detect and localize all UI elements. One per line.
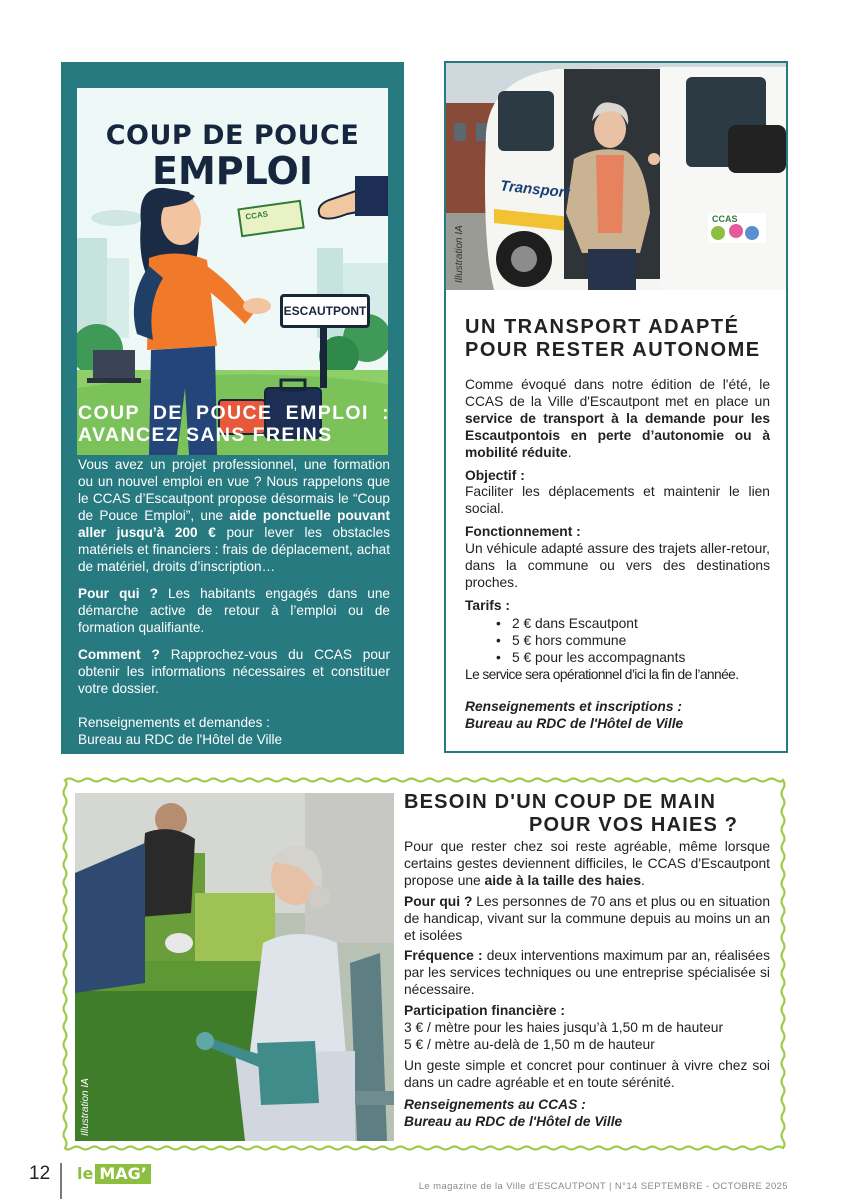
transport-objectif-text: Faciliter les déplacements et maintenir le lien social. bbox=[465, 484, 770, 517]
emploi-body bbox=[78, 456, 390, 758]
haies-intro-highlight: aide à la taille des haies bbox=[484, 872, 641, 888]
haies-tarif-line1: 3 € / mètre pour les haies jusqu’à 1,50 m de hauteur bbox=[404, 1020, 724, 1036]
logo-mag: MAG’ bbox=[95, 1164, 151, 1184]
haies-pour-qui-label: Pour qui ? bbox=[404, 893, 473, 909]
haies-garden-image bbox=[75, 793, 394, 1141]
haies-pour-qui-text: Les personnes de 70 ans et plus ou en situation de handicap, vivant sur la commune depuis au moins un an et isolées bbox=[404, 893, 770, 943]
haies-contact bbox=[404, 1097, 770, 1131]
haies-frequence bbox=[404, 948, 770, 999]
transport-closing: Le service sera opérationnel d’ici la fin de l’année. bbox=[465, 666, 739, 682]
transport-tarifs-list bbox=[465, 616, 770, 667]
page-number: 12 bbox=[29, 1163, 51, 1184]
logo-le: le bbox=[77, 1164, 94, 1183]
transport-objectif-label bbox=[465, 468, 770, 485]
poster-title-line1: COUP DE POUCE bbox=[105, 120, 360, 151]
haies-frequence-label: Fréquence : bbox=[404, 948, 483, 964]
van-ccas-logo: CCAS bbox=[712, 214, 738, 224]
emploi-intro-text: Vous avez un projet professionnel, une formation ou un nouvel emploi en vue ? Nous rappelons que le CCAS d’Escautpont propose désormais le “Coup de Pouce Emploi”, une bbox=[78, 457, 390, 523]
emploi-heading-line1: COUP DE POUCE EMPLOI : bbox=[78, 402, 390, 424]
poster-title-line2: EMPLOI bbox=[152, 149, 313, 193]
transport-photo bbox=[446, 63, 786, 290]
transport-van-image bbox=[446, 63, 786, 290]
transport-tarifs-label bbox=[465, 598, 770, 615]
tarifs-label: Tarifs : bbox=[465, 597, 510, 613]
emploi-pour-qui bbox=[78, 585, 390, 636]
emploi-pour-qui-text: Les habitants engagés dans une démarche active de retour à l’emploi ou de formation qualifiante. bbox=[78, 586, 390, 635]
emploi-intro bbox=[78, 456, 390, 575]
objectif-label: Objectif : bbox=[465, 467, 525, 483]
haies-intro bbox=[404, 839, 770, 890]
haies-photo bbox=[75, 793, 394, 1141]
haies-body bbox=[404, 839, 770, 1131]
haies-intro-text: Pour que rester chez soi reste agréable, même lorsque certains gestes deviennent difficiles, le CCAS d'Escautpont propose une bbox=[404, 839, 770, 888]
tarif-item: • 5 € hors commune bbox=[496, 633, 770, 650]
transport-fonctionnement-text: Un véhicule adapté assure des trajets aller-retour, dans la commune ou vers des destinations proches. bbox=[465, 541, 770, 590]
le-mag-logo bbox=[77, 1164, 151, 1184]
transport-heading bbox=[465, 316, 775, 362]
participation-label: Participation financière : bbox=[404, 1003, 566, 1019]
emploi-contact bbox=[78, 714, 390, 748]
haies-contact-line1: Renseignements au CCAS : bbox=[404, 1096, 586, 1112]
emploi-contact-line1: Renseignements et demandes : bbox=[78, 715, 270, 730]
emploi-heading-line2: AVANCEZ SANS FREINS bbox=[78, 424, 333, 446]
emploi-heading bbox=[78, 402, 390, 446]
poster-ccas-card: CCAS bbox=[237, 200, 304, 238]
haies-heading-line1: BESOIN D'UN COUP DE MAIN bbox=[404, 791, 717, 813]
haies-closing: Un geste simple et concret pour continuer à vivre chez soi dans un cadre agréable et en toute sérénité. bbox=[404, 1057, 770, 1090]
transport-contact-line2: Bureau au RDC de l'Hôtel de Ville bbox=[465, 716, 684, 732]
haies-heading-line2: POUR VOS HAIES ? bbox=[529, 814, 739, 836]
emploi-comment-text: Rapprochez-vous du CCAS pour obtenir les informations nécessaires et constituer votre dossier. bbox=[78, 647, 391, 696]
transport-intro-highlight: service de transport à la demande pour les Escautpontois en perte d’autonomie ou à mobilité réduite bbox=[465, 410, 770, 460]
haies-pour-qui bbox=[404, 894, 770, 945]
haies-intro-end: . bbox=[641, 872, 645, 888]
transport-intro-end: . bbox=[567, 444, 572, 460]
transport-panel bbox=[444, 61, 788, 753]
emploi-comment-label: Comment ? bbox=[78, 647, 160, 662]
transport-fonctionnement-label bbox=[465, 524, 770, 541]
van-transport-lettering: Transport bbox=[499, 177, 571, 202]
emploi-pour-qui-label: Pour qui ? bbox=[78, 586, 158, 601]
emploi-comment bbox=[78, 646, 390, 697]
haies-heading bbox=[404, 791, 766, 837]
transport-contact-line1: Renseignements et inscriptions : bbox=[465, 699, 682, 715]
footer-divider bbox=[60, 1163, 62, 1199]
poster-escautpont-sign: ESCAUTPONT bbox=[280, 294, 370, 328]
emploi-intro-highlight: aide ponctuelle pouvant aller jusqu’à 200 € bbox=[78, 508, 390, 540]
emploi-intro-text-end: pour lever les obstacles matériels et financiers : frais de déplacement, achat de matériel, droits d’inscription… bbox=[78, 525, 390, 574]
transport-intro bbox=[465, 377, 770, 462]
transport-body bbox=[465, 377, 770, 733]
haies-contact-line2: Bureau au RDC de l'Hôtel de Ville bbox=[404, 1113, 623, 1129]
tarif-item: • 2 € dans Escautpont bbox=[496, 616, 770, 633]
transport-intro-text: Comme évoqué dans notre édition de l'été, le CCAS de la Ville d'Escautpont met en place un bbox=[465, 377, 770, 409]
fonctionnement-label: Fonctionnement : bbox=[465, 524, 581, 540]
transport-illustration-tag: Illustration IA bbox=[454, 225, 465, 283]
haies-illustration-tag: Illustration IA bbox=[80, 1078, 91, 1136]
footer-magazine-info: Le magazine de la Ville d’ESCAUTPONT | N°14 SEPTEMBRE - OCTOBRE 2025 bbox=[418, 1181, 788, 1192]
haies-tarif-line2: 5 € / mètre au-delà de 1,50 m de hauteur bbox=[404, 1036, 655, 1052]
tarif-item: • 5 € pour les accompagnants bbox=[496, 650, 770, 667]
transport-heading-line1: UN TRANSPORT ADAPTÉ bbox=[465, 316, 740, 338]
emploi-panel bbox=[61, 62, 404, 754]
emploi-contact-line2: Bureau au RDC de l'Hôtel de Ville bbox=[78, 732, 283, 747]
emploi-poster-illustration bbox=[77, 88, 388, 455]
haies-participation-label bbox=[404, 1003, 770, 1020]
transport-heading-line2: POUR RESTER AUTONOME bbox=[465, 339, 761, 361]
haies-frequence-text: deux interventions maximum par an, réalisées par les services techniques ou une entreprise spécialisée si nécessaire. bbox=[404, 948, 770, 998]
transport-contact bbox=[465, 699, 770, 733]
